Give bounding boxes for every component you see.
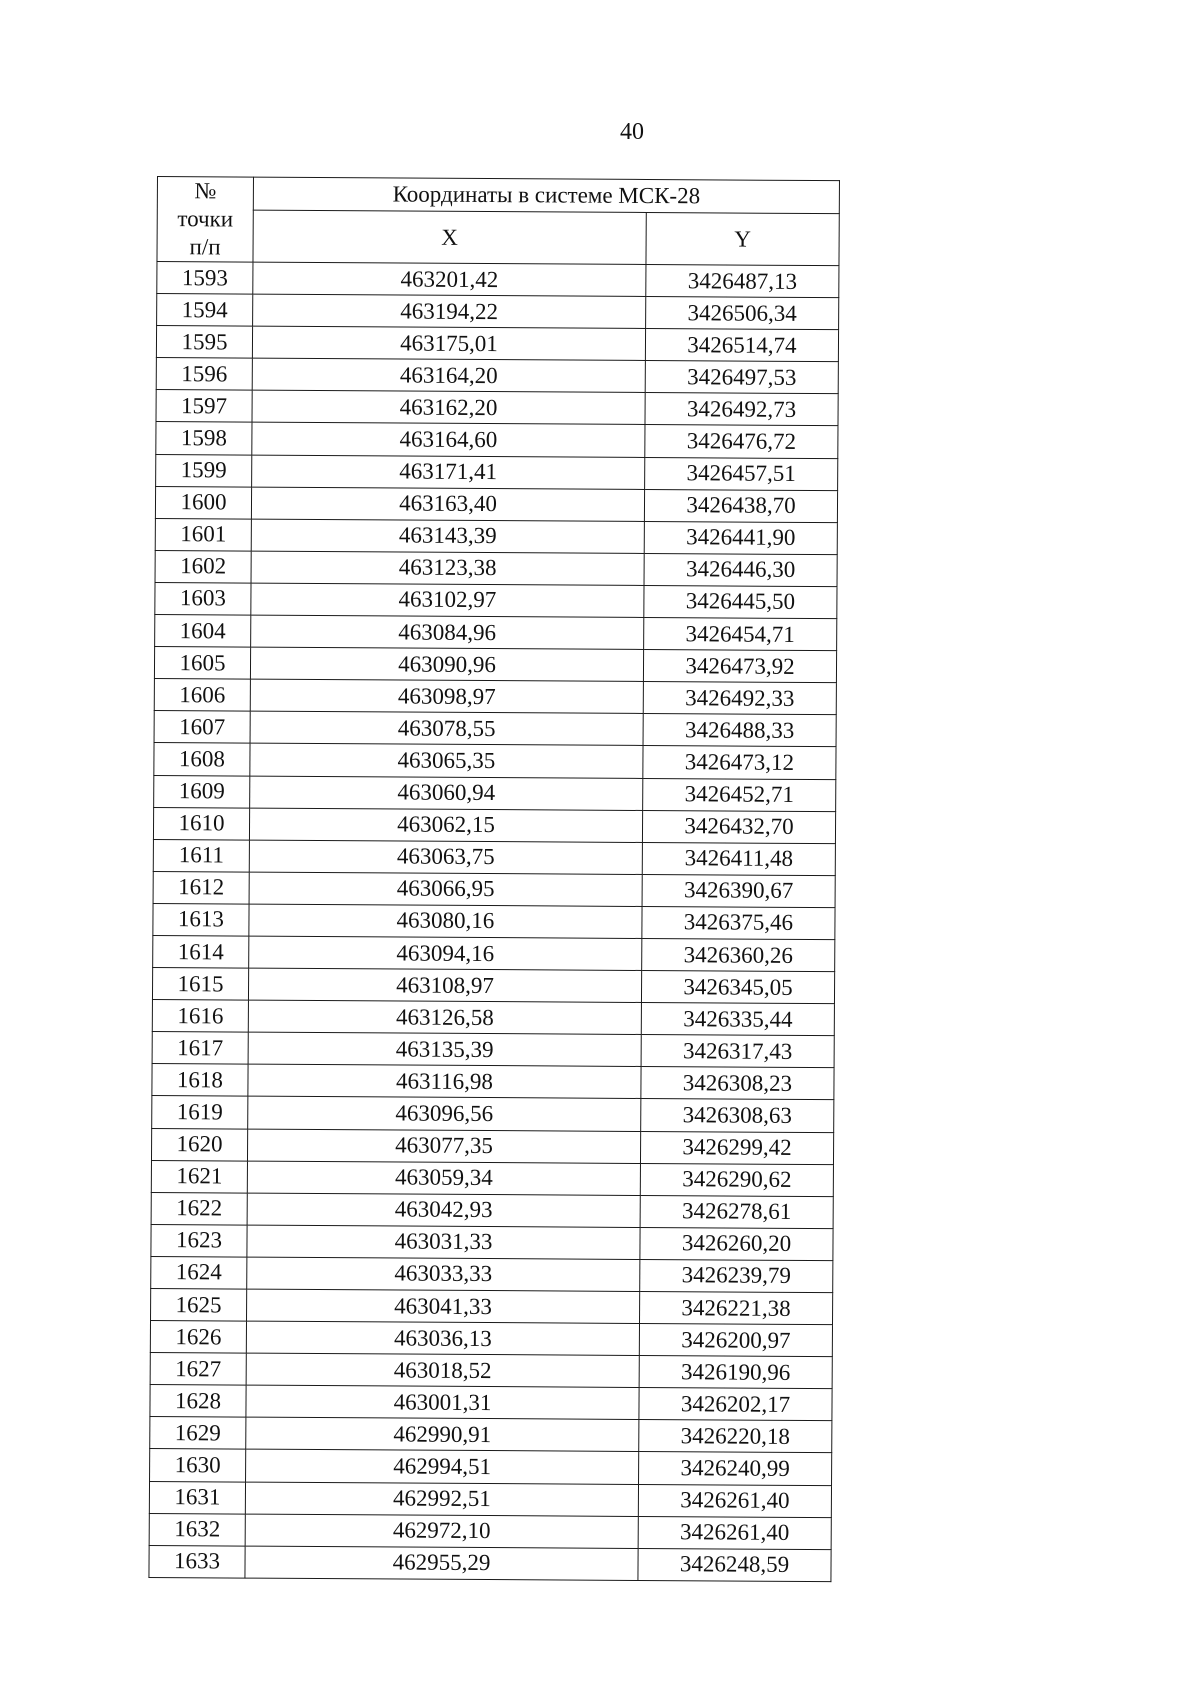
table-row [149,1481,831,1517]
y-coordinate-cell: 3426497,53 [645,361,838,394]
table-row [156,454,838,490]
y-coordinate-cell: 3426457,51 [645,457,838,490]
x-coordinate-cell: 462955,29 [245,1546,638,1580]
table-row [150,1385,832,1421]
table-row [151,1128,833,1164]
x-coordinate-cell: 462994,51 [246,1450,639,1484]
y-coordinate-cell: 3426278,61 [640,1195,833,1228]
table-row [153,807,835,843]
table-row [157,294,839,330]
point-number-cell: 1614 [153,935,249,968]
table-header [157,177,840,266]
point-number-cell: 1632 [149,1513,245,1546]
coordinates-table [148,176,840,1582]
y-coordinate-cell: 3426240,99 [639,1452,832,1485]
y-coordinate-cell: 3426432,70 [642,810,835,843]
point-number-cell: 1606 [154,679,250,712]
y-coordinate-cell: 3426317,43 [641,1035,834,1068]
table-row [157,262,839,298]
y-coordinate-cell: 3426390,67 [642,874,835,907]
table-body [149,262,839,1582]
x-coordinate-cell: 463164,20 [252,358,645,392]
table-row [150,1321,832,1357]
table-row [153,903,835,939]
x-coordinate-cell: 463018,52 [246,1353,639,1387]
y-coordinate-cell: 3426506,34 [646,297,839,330]
point-number-cell: 1594 [157,294,253,327]
point-number-cell: 1611 [153,839,249,872]
table-row [151,1288,833,1324]
x-coordinate-cell: 463041,33 [247,1289,640,1323]
point-number-cell: 1608 [154,743,250,776]
y-column-header: Y [646,213,839,266]
x-coordinate-cell: 463135,39 [248,1032,641,1066]
x-coordinate-cell: 463162,20 [252,390,645,424]
point-number-cell: 1609 [154,775,250,808]
y-coordinate-cell: 3426290,62 [640,1163,833,1196]
y-coordinate-cell: 3426202,17 [639,1388,832,1421]
table-row [151,1256,833,1292]
x-coordinate-cell: 462992,51 [245,1482,638,1516]
table-row [156,422,838,458]
table-row [154,647,836,683]
x-coordinate-cell: 463036,13 [246,1321,639,1355]
table-row [155,518,837,554]
point-number-cell: 1605 [154,647,250,680]
y-coordinate-cell: 3426514,74 [645,329,838,362]
y-coordinate-cell: 3426473,92 [643,650,836,683]
x-coordinate-cell: 463063,75 [249,840,642,874]
x-coordinate-cell: 463059,34 [247,1161,640,1195]
x-coordinate-cell: 462990,91 [246,1417,639,1451]
y-coordinate-cell: 3426473,12 [643,746,836,779]
table-row [154,743,836,779]
table-row [154,711,836,747]
x-column-header: X [253,210,646,264]
point-number-cell: 1616 [152,1000,248,1033]
table-row [151,1160,833,1196]
table-row [151,1224,833,1260]
point-number-cell: 1621 [151,1160,247,1193]
point-number-cell: 1603 [155,582,251,615]
point-number-cell: 1597 [156,390,252,423]
y-coordinate-cell: 3426221,38 [639,1291,832,1324]
x-coordinate-cell: 463065,35 [250,743,643,777]
y-coordinate-cell: 3426261,40 [638,1484,831,1517]
table-row [150,1353,832,1389]
point-number-cell: 1622 [151,1192,247,1225]
point-number-cell: 1630 [150,1449,246,1482]
y-coordinate-cell: 3426492,73 [645,393,838,426]
point-number-cell: 1629 [150,1417,246,1450]
point-number-cell: 1633 [149,1545,245,1578]
x-coordinate-cell: 463033,33 [247,1257,640,1291]
point-number-cell: 1627 [150,1353,246,1386]
x-coordinate-cell: 463042,93 [247,1193,640,1227]
point-number-cell: 1620 [151,1128,247,1161]
table-row [149,1545,831,1581]
y-coordinate-cell: 3426308,63 [641,1099,834,1132]
y-coordinate-cell: 3426488,33 [643,714,836,747]
x-coordinate-cell: 463102,97 [251,583,644,617]
table-row [152,1000,834,1036]
x-coordinate-cell: 463094,16 [249,936,642,970]
point-number-cell: 1623 [151,1224,247,1257]
x-coordinate-cell: 463066,95 [249,872,642,906]
y-coordinate-cell: 3426260,20 [640,1227,833,1260]
table-row [153,839,835,875]
y-coordinate-cell: 3426492,33 [643,682,836,715]
point-number-header [157,177,254,263]
table-row [153,935,835,971]
y-coordinate-cell: 3426446,30 [644,553,837,586]
y-coordinate-cell: 3426411,48 [642,842,835,875]
x-coordinate-cell: 463031,33 [247,1225,640,1259]
table-row [156,326,838,362]
y-coordinate-cell: 3426476,72 [645,425,838,458]
point-number-cell: 1607 [154,711,250,744]
point-number-header-line1: № [194,178,217,204]
point-number-cell: 1604 [155,615,251,648]
x-coordinate-cell: 463084,96 [251,615,644,649]
table-row [155,582,837,618]
point-number-cell: 1602 [155,550,251,583]
table-row [150,1417,832,1453]
x-coordinate-cell: 462972,10 [245,1514,638,1548]
y-coordinate-cell: 3426445,50 [644,585,837,618]
point-number-cell: 1595 [156,326,252,359]
table-row [156,358,838,394]
x-coordinate-cell: 463126,58 [248,1000,641,1034]
y-coordinate-cell: 3426345,05 [641,971,834,1004]
point-number-cell: 1625 [151,1288,247,1321]
y-coordinate-cell: 3426360,26 [642,938,835,971]
y-coordinate-cell: 3426335,44 [641,1003,834,1036]
point-number-cell: 1631 [149,1481,245,1514]
y-coordinate-cell: 3426261,40 [638,1516,831,1549]
x-coordinate-cell: 463060,94 [250,776,643,810]
table-row [151,1192,833,1228]
page-number: 40 [620,119,644,145]
point-number-cell: 1599 [156,454,252,487]
x-coordinate-cell: 463096,56 [248,1097,641,1131]
point-number-cell: 1600 [155,486,251,519]
table-row [150,1449,832,1485]
table-row [155,550,837,586]
x-coordinate-cell: 463175,01 [252,326,645,360]
y-coordinate-cell: 3426299,42 [640,1131,833,1164]
y-coordinate-cell: 3426375,46 [642,906,835,939]
table-row [153,871,835,907]
point-number-cell: 1596 [156,358,252,391]
point-number-cell: 1617 [152,1032,248,1065]
y-coordinate-cell: 3426200,97 [639,1324,832,1357]
x-coordinate-cell: 463164,60 [252,423,645,457]
y-coordinate-cell: 3426190,96 [639,1356,832,1389]
point-number-cell: 1618 [152,1064,248,1097]
point-number-header-line3: п/п [189,234,221,260]
x-coordinate-cell: 463098,97 [250,679,643,713]
x-coordinate-cell: 463001,31 [246,1385,639,1419]
point-number-cell: 1628 [150,1385,246,1418]
x-coordinate-cell: 463123,38 [251,551,644,585]
x-coordinate-cell: 463116,98 [248,1064,641,1098]
y-coordinate-cell: 3426487,13 [646,264,839,297]
x-coordinate-cell: 463080,16 [249,904,642,938]
table-row [152,1032,834,1068]
table-row [152,1064,834,1100]
point-number-cell: 1615 [152,968,248,1001]
table-row [152,1096,834,1132]
y-coordinate-cell: 3426220,18 [639,1420,832,1453]
x-coordinate-cell: 463163,40 [251,487,644,521]
point-number-header-line2: точки [177,206,234,232]
x-coordinate-cell: 463090,96 [250,647,643,681]
x-coordinate-cell: 463062,15 [249,808,642,842]
point-number-cell: 1612 [153,871,249,904]
table-row [156,390,838,426]
table-row [154,679,836,715]
y-coordinate-cell: 3426452,71 [643,778,836,811]
table-row [155,486,837,522]
table-row [152,968,834,1004]
table-row [155,615,837,651]
point-number-cell: 1619 [152,1096,248,1129]
table-row [149,1513,831,1549]
table-row [154,775,836,811]
y-coordinate-cell: 3426239,79 [640,1259,833,1292]
point-number-cell: 1601 [155,518,251,551]
coordinates-system-header: Координаты в системе МСК-28 [253,177,839,214]
point-number-cell: 1598 [156,422,252,455]
y-coordinate-cell: 3426454,71 [644,618,837,651]
point-number-cell: 1624 [151,1256,247,1289]
point-number-cell: 1613 [153,903,249,936]
y-coordinate-cell: 3426248,59 [638,1548,831,1581]
x-coordinate-cell: 463194,22 [253,294,646,328]
x-coordinate-cell: 463077,35 [247,1129,640,1163]
point-number-cell: 1610 [153,807,249,840]
point-number-cell: 1626 [150,1321,246,1354]
x-coordinate-cell: 463143,39 [251,519,644,553]
x-coordinate-cell: 463108,97 [248,968,641,1002]
x-coordinate-cell: 463078,55 [250,711,643,745]
y-coordinate-cell: 3426308,23 [641,1067,834,1100]
point-number-cell: 1593 [157,262,253,295]
y-coordinate-cell: 3426438,70 [644,489,837,522]
x-coordinate-cell: 463171,41 [252,455,645,489]
y-coordinate-cell: 3426441,90 [644,521,837,554]
x-coordinate-cell: 463201,42 [253,262,646,296]
